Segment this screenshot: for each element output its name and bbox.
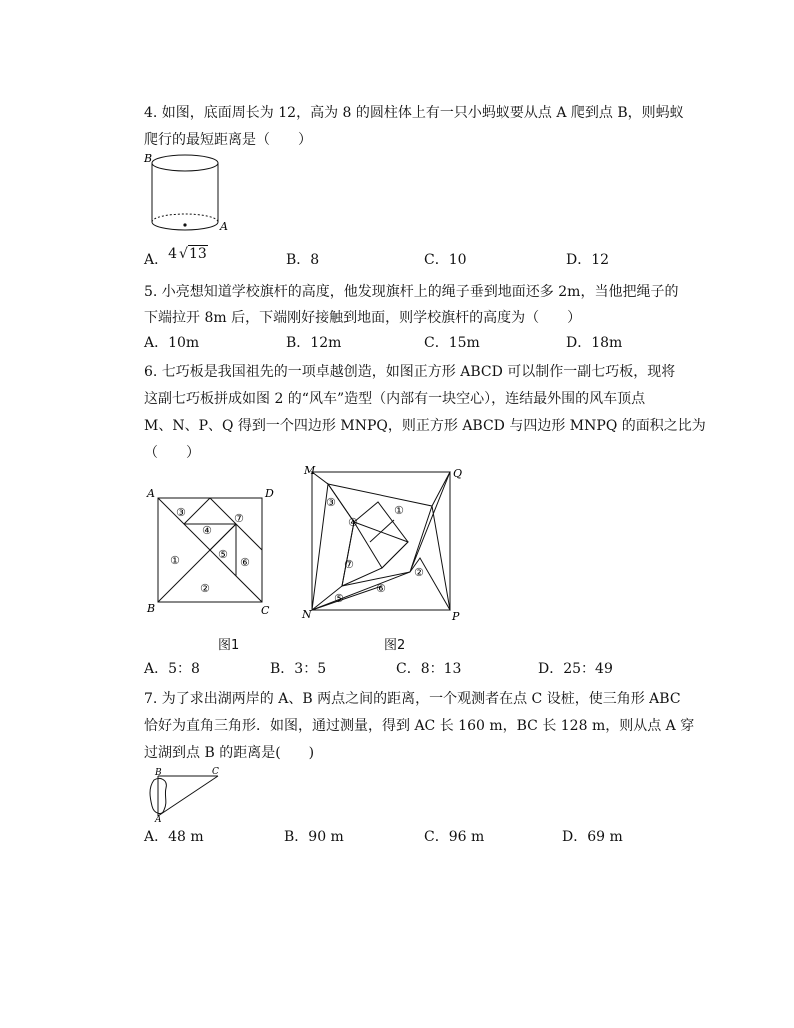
- fig1-piece-3: ③: [176, 506, 186, 519]
- fig2-piece-5: ⑤: [334, 592, 344, 605]
- fig1-piece-4: ④: [202, 524, 212, 537]
- q6-text-line2: 这副七巧板拼成如图 2 的“风车”造型（内部有一块空心），连结最外围的风车顶点: [144, 391, 646, 407]
- q6-option-d[interactable]: D．25：49: [538, 661, 613, 677]
- q4-option-a[interactable]: [144, 246, 208, 270]
- fig1-piece-5: ⑤: [218, 548, 228, 561]
- q4-option-a-prefix: A．: [144, 252, 169, 268]
- q4-option-a-coef: 4: [168, 246, 178, 262]
- q6-figure2-windmill: [298, 462, 466, 622]
- fig2-piece-6: ⑥: [376, 582, 386, 595]
- q5-option-d[interactable]: D．18m: [566, 335, 623, 351]
- q6-text-line1: 6. 七巧板是我国祖先的一项卓越创造，如图正方形 ABCD 可以制作一副七巧板，现将: [144, 364, 676, 380]
- q7-label-b: B: [155, 768, 162, 778]
- q6-option-b[interactable]: B．3：5: [270, 661, 327, 677]
- q5-option-b[interactable]: B．12m: [286, 335, 342, 351]
- fig1-piece-2: ②: [200, 582, 210, 595]
- q5-option-a[interactable]: A．10m: [144, 335, 200, 351]
- q7-option-c[interactable]: C．96 m: [424, 829, 485, 845]
- fig2-piece-1: ①: [394, 504, 404, 517]
- q4-option-a-radical: √13: [179, 246, 207, 262]
- q4-option-b[interactable]: B．8: [286, 252, 320, 268]
- q6-text-line3: M、N、P、Q 得到一个四边形 MNPQ，则正方形 ABCD 与四边形 MNPQ 的面积之比为: [144, 418, 706, 434]
- q7-option-a[interactable]: A．48 m: [144, 829, 204, 845]
- q4-option-c[interactable]: C．10: [424, 252, 467, 268]
- fig1-piece-6: ⑥: [240, 556, 250, 569]
- fig1-piece-1: ①: [170, 554, 180, 567]
- fig2-piece-4: ④: [348, 516, 358, 529]
- fig1-piece-7: ⑦: [234, 512, 244, 525]
- fig2-label-m: M: [304, 464, 316, 477]
- q7-option-b[interactable]: B．90 m: [284, 829, 344, 845]
- q7-option-d[interactable]: D．69 m: [562, 829, 623, 845]
- q6-figure1-tangram: [144, 486, 278, 618]
- fig2-label-q: Q: [453, 467, 463, 480]
- fig2-label-p: P: [452, 610, 460, 622]
- q5-option-c[interactable]: C．15m: [424, 335, 480, 351]
- q5-text-line1: 5. 小亮想知道学校旗杆的高度，他发现旗杆上的绳子垂到地面还多 2m，当他把绳子的: [144, 284, 679, 300]
- fig2-piece-3: ③: [326, 496, 336, 509]
- q4-text-line1: 4. 如图，底面周长为 12，高为 8 的圆柱体上有一只小蚂蚁要从点 A 爬到点 B，则蚂蚁: [144, 105, 684, 121]
- q7-label-c: C: [212, 767, 219, 777]
- q4-label-b: B: [144, 152, 153, 165]
- q7-text-line2: 恰好为直角三角形．如图，通过测量，得到 AC 长 160 m，BC 长 128 m，则从点 A 穿: [144, 718, 695, 734]
- q7-lake-figure: [142, 766, 224, 822]
- fig2-label-n: N: [302, 608, 312, 621]
- q7-label-a: A: [155, 815, 162, 822]
- fig1-label-d: D: [265, 487, 274, 500]
- q6-text-line4: （ ）: [144, 445, 200, 461]
- fig2-piece-2: ②: [414, 566, 424, 579]
- q5-text-line2: 下端拉开 8m 后，下端刚好接触到地面，则学校旗杆的高度为（ ）: [144, 310, 582, 326]
- q6-option-c[interactable]: C．8：13: [396, 661, 462, 677]
- q6-option-a[interactable]: A．5：8: [144, 661, 200, 677]
- fig2-piece-7: ⑦: [344, 558, 354, 571]
- q4-option-d[interactable]: D．12: [566, 252, 610, 268]
- q4-option-a-radicand: 13: [188, 246, 207, 262]
- fig1-label-a: A: [147, 487, 155, 500]
- q7-text-line1: 7. 为了求出湖两岸的 A、B 两点之间的距离，一个观测者在点 C 设桩，使三角形 ABC: [144, 691, 681, 707]
- fig1-label-c: C: [261, 604, 270, 617]
- q4-text-line2: 爬行的最短距离是（ ）: [144, 132, 312, 148]
- q4-cylinder-figure: [142, 150, 234, 240]
- q7-text-line3: 过湖到点 B 的距离是( ): [144, 745, 315, 761]
- q6-figure2-caption: 图2: [384, 638, 406, 653]
- q4-label-a: A: [220, 220, 228, 233]
- q6-figure1-caption: 图1: [218, 638, 240, 653]
- fig1-label-b: B: [147, 602, 156, 615]
